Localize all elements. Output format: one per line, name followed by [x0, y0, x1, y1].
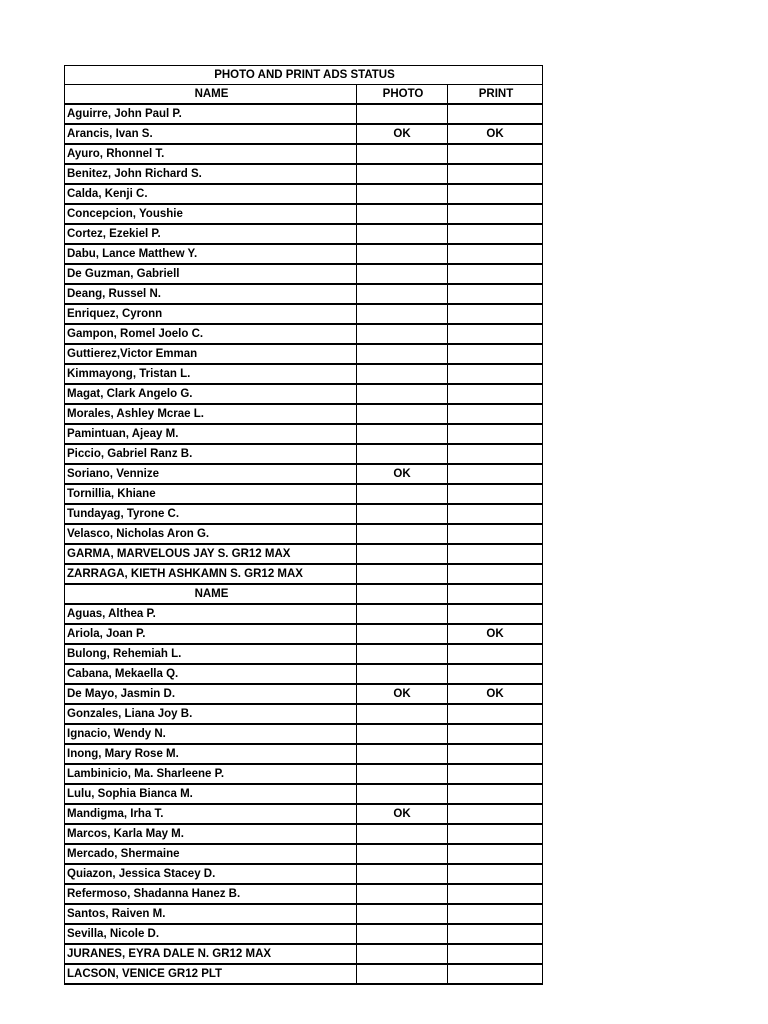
name-cell: Velasco, Nicholas Aron G.	[65, 524, 357, 544]
name-cell: LACSON, VENICE GR12 PLT	[65, 964, 357, 984]
photo-status-cell	[357, 264, 448, 284]
table-row	[65, 344, 543, 364]
name-cell: Ariola, Joan P.	[65, 624, 357, 644]
table-row	[65, 444, 543, 464]
print-status-cell	[448, 524, 543, 544]
name-cell: Sevilla, Nicole D.	[65, 924, 357, 944]
print-status-cell	[448, 464, 543, 484]
print-status-cell	[448, 364, 543, 384]
table-row	[65, 384, 543, 404]
name-cell: Concepcion, Youshie	[65, 204, 357, 224]
name-cell: Inong, Mary Rose M.	[65, 744, 357, 764]
photo-status-cell	[357, 624, 448, 644]
print-status-cell	[448, 224, 543, 244]
photo-status-cell: OK	[357, 464, 448, 484]
name-cell: Cabana, Mekaella Q.	[65, 664, 357, 684]
name-cell: Pamintuan, Ajeay M.	[65, 424, 357, 444]
table-row	[65, 464, 543, 484]
photo-status-cell	[357, 104, 448, 124]
print-status-cell	[448, 544, 543, 564]
table-row	[65, 504, 543, 524]
photo-status-cell	[357, 404, 448, 424]
print-status-cell	[448, 504, 543, 524]
photo-status-cell: OK	[357, 124, 448, 144]
photo-status-cell	[357, 244, 448, 264]
print-status-cell	[448, 804, 543, 824]
table-row	[65, 264, 543, 284]
table-row	[65, 684, 543, 704]
photo-status-cell	[357, 964, 448, 984]
print-status-cell	[448, 904, 543, 924]
name-cell: Piccio, Gabriel Ranz B.	[65, 444, 357, 464]
print-status-cell	[448, 884, 543, 904]
name-cell: Enriquez, Cyronn	[65, 304, 357, 324]
print-status-cell	[448, 644, 543, 664]
print-status-cell: OK	[448, 124, 543, 144]
print-status-cell	[448, 824, 543, 844]
title-row	[65, 66, 543, 85]
table-row	[65, 204, 543, 224]
name-cell: Kimmayong, Tristan L.	[65, 364, 357, 384]
print-status-cell	[448, 744, 543, 764]
photo-status-cell	[357, 364, 448, 384]
table-row	[65, 544, 543, 564]
table-row	[65, 424, 543, 444]
name-cell: Tornillia, Khiane	[65, 484, 357, 504]
print-status-cell	[448, 264, 543, 284]
print-status-cell	[448, 304, 543, 324]
table-row	[65, 564, 543, 584]
print-status-cell: OK	[448, 684, 543, 704]
status-sheet-table	[64, 65, 543, 985]
table-row	[65, 164, 543, 184]
print-status-cell	[448, 444, 543, 464]
print-status-cell	[448, 104, 543, 124]
table-row	[65, 904, 543, 924]
print-status-cell	[448, 764, 543, 784]
name-cell: Tundayag, Tyrone C.	[65, 504, 357, 524]
photo-status-cell	[357, 284, 448, 304]
photo-status-cell	[357, 544, 448, 564]
table-row	[65, 304, 543, 324]
name-cell: Lambinicio, Ma. Sharleene P.	[65, 764, 357, 784]
table-row	[65, 744, 543, 764]
print-status-cell	[448, 844, 543, 864]
table-row	[65, 144, 543, 164]
table-row	[65, 524, 543, 544]
column-header-row	[65, 85, 543, 105]
section-header-name: NAME	[65, 584, 357, 604]
name-cell: Gampon, Romel Joelo C.	[65, 324, 357, 344]
photo-status-cell	[357, 384, 448, 404]
name-cell: Cortez, Ezekiel P.	[65, 224, 357, 244]
print-status-cell	[448, 944, 543, 964]
photo-status-cell	[357, 164, 448, 184]
table-row	[65, 104, 543, 124]
photo-status-cell	[357, 664, 448, 684]
name-cell: Bulong, Rehemiah L.	[65, 644, 357, 664]
section-header-print	[448, 584, 543, 604]
table-row	[65, 284, 543, 304]
name-cell: Marcos, Karla May M.	[65, 824, 357, 844]
name-cell: Lulu, Sophia Bianca M.	[65, 784, 357, 804]
name-cell: Ayuro, Rhonnel T.	[65, 144, 357, 164]
print-status-cell	[448, 424, 543, 444]
print-status-cell	[448, 704, 543, 724]
name-cell: Aguas, Althea P.	[65, 604, 357, 624]
photo-status-cell: OK	[357, 804, 448, 824]
photo-status-cell	[357, 724, 448, 744]
photo-status-cell	[357, 484, 448, 504]
column-header-photo: PHOTO	[357, 85, 448, 105]
print-status-cell	[448, 284, 543, 304]
photo-status-cell	[357, 644, 448, 664]
table-row	[65, 884, 543, 904]
photo-status-cell	[357, 224, 448, 244]
print-status-cell	[448, 784, 543, 804]
name-cell: Gonzales, Liana Joy B.	[65, 704, 357, 724]
photo-status-cell	[357, 144, 448, 164]
table-row	[65, 364, 543, 384]
name-cell: Mandigma, Irha T.	[65, 804, 357, 824]
photo-status-cell	[357, 604, 448, 624]
table-row	[65, 844, 543, 864]
print-status-cell	[448, 324, 543, 344]
photo-status-cell	[357, 184, 448, 204]
table-row	[65, 184, 543, 204]
photo-status-cell	[357, 324, 448, 344]
photo-status-cell	[357, 504, 448, 524]
photo-status-cell	[357, 824, 448, 844]
name-cell: Santos, Raiven M.	[65, 904, 357, 924]
photo-status-cell	[357, 444, 448, 464]
print-status-cell	[448, 604, 543, 624]
name-cell: De Guzman, Gabriell	[65, 264, 357, 284]
print-status-cell	[448, 964, 543, 984]
name-cell: Benitez, John Richard S.	[65, 164, 357, 184]
name-cell: JURANES, EYRA DALE N. GR12 MAX	[65, 944, 357, 964]
photo-status-cell	[357, 564, 448, 584]
photo-status-cell: OK	[357, 684, 448, 704]
print-status-cell	[448, 864, 543, 884]
table-row	[65, 404, 543, 424]
print-status-cell: OK	[448, 624, 543, 644]
photo-status-cell	[357, 784, 448, 804]
print-status-cell	[448, 564, 543, 584]
print-status-cell	[448, 724, 543, 744]
table-row	[65, 324, 543, 344]
print-status-cell	[448, 484, 543, 504]
table-row	[65, 804, 543, 824]
photo-status-cell	[357, 764, 448, 784]
table-row	[65, 244, 543, 264]
print-status-cell	[448, 244, 543, 264]
photo-status-cell	[357, 884, 448, 904]
print-status-cell	[448, 664, 543, 684]
table-row	[65, 764, 543, 784]
name-cell: GARMA, MARVELOUS JAY S. GR12 MAX	[65, 544, 357, 564]
table-row	[65, 224, 543, 244]
photo-status-cell	[357, 944, 448, 964]
table-row	[65, 644, 543, 664]
name-cell: Refermoso, Shadanna Hanez B.	[65, 884, 357, 904]
name-cell: Calda, Kenji C.	[65, 184, 357, 204]
print-status-cell	[448, 184, 543, 204]
table-row	[65, 824, 543, 844]
print-status-cell	[448, 204, 543, 224]
photo-status-cell	[357, 344, 448, 364]
table-row	[65, 664, 543, 684]
name-cell: Deang, Russel N.	[65, 284, 357, 304]
table-row	[65, 704, 543, 724]
section-header-row	[65, 584, 543, 604]
photo-status-cell	[357, 424, 448, 444]
name-cell: Arancis, Ivan S.	[65, 124, 357, 144]
print-status-cell	[448, 344, 543, 364]
name-cell: Mercado, Shermaine	[65, 844, 357, 864]
table-row	[65, 484, 543, 504]
table-row	[65, 624, 543, 644]
section-header-photo	[357, 584, 448, 604]
name-cell: De Mayo, Jasmin D.	[65, 684, 357, 704]
table-row	[65, 964, 543, 984]
table-row	[65, 604, 543, 624]
print-status-cell	[448, 164, 543, 184]
print-status-cell	[448, 404, 543, 424]
photo-status-cell	[357, 864, 448, 884]
table-row	[65, 724, 543, 744]
name-cell: Aguirre, John Paul P.	[65, 104, 357, 124]
print-status-cell	[448, 384, 543, 404]
photo-status-cell	[357, 844, 448, 864]
name-cell: Ignacio, Wendy N.	[65, 724, 357, 744]
photo-status-cell	[357, 704, 448, 724]
column-header-name: NAME	[65, 85, 357, 105]
name-cell: Guttierez,Victor Emman	[65, 344, 357, 364]
sheet-title: PHOTO AND PRINT ADS STATUS	[65, 66, 543, 85]
table-row	[65, 124, 543, 144]
column-header-print: PRINT	[448, 85, 543, 105]
table-row	[65, 944, 543, 964]
print-status-cell	[448, 924, 543, 944]
table-row	[65, 784, 543, 804]
table-row	[65, 864, 543, 884]
name-cell: ZARRAGA, KIETH ASHKAMN S. GR12 MAX	[65, 564, 357, 584]
name-cell: Morales, Ashley Mcrae L.	[65, 404, 357, 424]
photo-status-cell	[357, 304, 448, 324]
table-row	[65, 924, 543, 944]
name-cell: Quiazon, Jessica Stacey D.	[65, 864, 357, 884]
print-status-cell	[448, 144, 543, 164]
name-cell: Soriano, Vennize	[65, 464, 357, 484]
photo-status-cell	[357, 744, 448, 764]
name-cell: Dabu, Lance Matthew Y.	[65, 244, 357, 264]
photo-status-cell	[357, 904, 448, 924]
photo-status-cell	[357, 924, 448, 944]
name-cell: Magat, Clark Angelo G.	[65, 384, 357, 404]
photo-status-cell	[357, 524, 448, 544]
photo-status-cell	[357, 204, 448, 224]
